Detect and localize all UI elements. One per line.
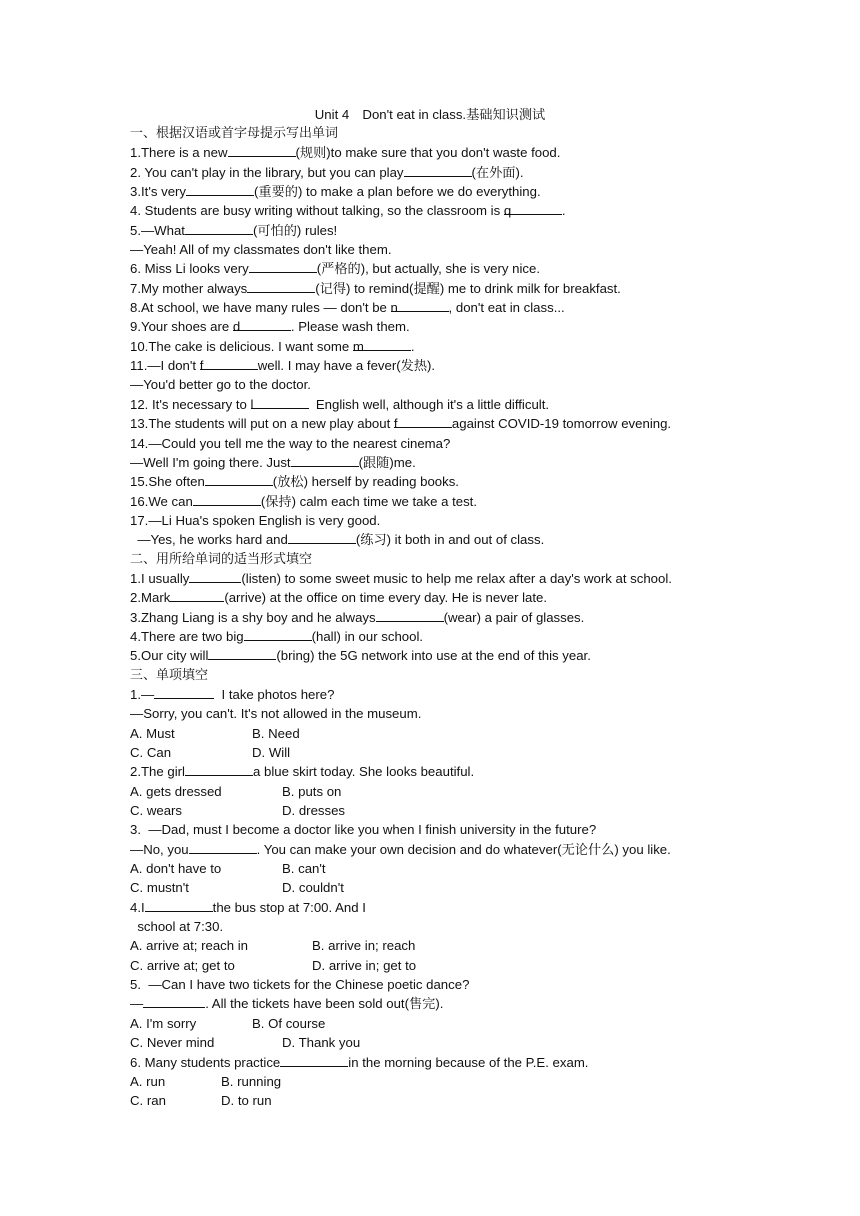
answer-blank[interactable] xyxy=(208,646,276,660)
item-text: , don't eat in class... xyxy=(448,300,565,316)
item-text: 8.At school, we have many rules — don't be xyxy=(130,300,391,316)
item-text: —Yeah! All of my classmates don't like them. xyxy=(130,242,392,258)
option-c[interactable]: C. Can xyxy=(130,745,172,760)
question-4-options-cd xyxy=(130,956,830,975)
worksheet-content xyxy=(130,124,830,1111)
answer-blank[interactable] xyxy=(244,627,312,641)
item-text: 4. Students are busy writing without talking, so the classroom is xyxy=(130,203,504,219)
option-c[interactable]: C. arrive at; get to xyxy=(130,957,235,973)
item-text: 6. Miss Li looks very xyxy=(130,261,249,277)
option-d[interactable]: D. dresses xyxy=(282,803,346,819)
section-1-line xyxy=(130,434,830,453)
question-4-stem xyxy=(130,898,830,917)
option-c[interactable]: C. ran xyxy=(130,1093,166,1109)
question-5-options-cd xyxy=(130,1033,830,1052)
item-text: (bring) the 5G network into use at the end of this year. xyxy=(276,648,591,664)
item-text: (放松) herself by reading books. xyxy=(272,474,459,490)
option-d[interactable]: D. couldn't xyxy=(282,880,344,896)
question-stem-text: 1.— xyxy=(130,686,155,702)
option-a[interactable]: A. gets dressed xyxy=(130,783,222,799)
section-1-line xyxy=(130,395,830,414)
item-text: 3.Zhang Liang is a shy boy and he always xyxy=(130,609,376,625)
answer-blank[interactable] xyxy=(143,994,205,1008)
item-text: (规则)to make sure that you don't waste food. xyxy=(295,145,561,161)
question-1-options-ab xyxy=(130,724,830,743)
item-text: (严格的), but actually, she is very nice. xyxy=(316,261,541,277)
item-text: . xyxy=(561,203,566,219)
item-text: 12. It's necessary to xyxy=(130,396,251,412)
item-text: (保持) calm each time we take a test. xyxy=(260,493,478,509)
answer-blank[interactable] xyxy=(352,337,411,354)
answer-blank[interactable] xyxy=(199,356,258,374)
question-6-stem xyxy=(130,1053,830,1072)
question-6-options-ab xyxy=(130,1072,830,1091)
question-stem-text: I take photos here? xyxy=(214,686,335,702)
answer-blank[interactable] xyxy=(186,182,254,196)
first-letter-hint: l xyxy=(250,396,254,412)
answer-blank[interactable] xyxy=(280,1053,348,1067)
option-b[interactable]: B. arrive in; reach xyxy=(312,938,416,954)
question-stem-text: in the morning because of the P.E. exam. xyxy=(348,1054,589,1070)
section-2-items xyxy=(130,569,830,666)
section-1-line xyxy=(130,279,830,298)
item-text: 4.There are two big xyxy=(130,628,244,644)
question-2-stem xyxy=(130,762,830,781)
section-1-line xyxy=(130,182,830,201)
item-text: against COVID-19 tomorrow evening. xyxy=(451,416,672,432)
section-1-line xyxy=(130,337,830,356)
question-3-stem: 3. —Dad, must I become a doctor like you when I finish university in the future? xyxy=(130,822,597,838)
first-letter-hint: m xyxy=(352,338,364,354)
section-1-line xyxy=(130,317,830,336)
section-1-line xyxy=(130,414,830,433)
item-text: 5.Our city will xyxy=(130,648,209,664)
section-1-heading: 一、根据汉语或首字母提示写出单词 xyxy=(130,126,339,141)
item-text: —You'd better go to the doctor. xyxy=(130,377,311,393)
first-letter-hint: f xyxy=(199,358,204,374)
option-c[interactable]: C. wears xyxy=(130,803,183,819)
question-1-options-cd xyxy=(130,743,830,762)
item-text: 11.—I don't xyxy=(130,358,200,374)
item-text: (在外面). xyxy=(471,164,524,180)
section-1-line xyxy=(130,472,830,491)
answer-blank[interactable] xyxy=(154,685,214,699)
answer-blank[interactable] xyxy=(393,414,452,432)
section-1-items xyxy=(130,143,830,549)
question-1-stem xyxy=(130,685,830,704)
section-1-line xyxy=(130,259,830,278)
item-text: 10.The cake is delicious. I want some xyxy=(130,338,353,354)
section-1-line xyxy=(130,453,830,472)
answer-blank[interactable] xyxy=(250,395,309,412)
option-a[interactable]: A. Must xyxy=(130,725,175,741)
answer-blank[interactable] xyxy=(170,588,224,602)
first-letter-hint: n xyxy=(390,300,398,316)
page-title: Unit 4 Don't eat in class.基础知识测试 xyxy=(314,107,546,122)
question-2-options-ab xyxy=(130,782,830,801)
question-stem-text: 4.I xyxy=(130,899,145,915)
answer-blank[interactable] xyxy=(503,201,562,219)
item-text: (重要的) to make a plan before we do everything. xyxy=(254,184,541,200)
item-text: 13.The students will put on a new play about xyxy=(130,416,394,432)
item-text: English well, although it's a little difficult. xyxy=(308,396,550,412)
item-text: 15.She often xyxy=(130,474,205,490)
option-a[interactable]: A. arrive at; reach in xyxy=(130,938,249,954)
section-1-line xyxy=(130,221,830,240)
answer-blank[interactable] xyxy=(189,840,257,854)
answer-blank[interactable] xyxy=(291,453,359,467)
item-text: —Yes, he works hard and xyxy=(130,532,288,548)
section-1-line xyxy=(130,298,830,317)
section-2-line xyxy=(130,569,830,588)
section-1-line xyxy=(130,163,830,182)
section-1-line xyxy=(130,530,830,549)
answer-blank[interactable] xyxy=(247,279,315,293)
item-text: 5.—What xyxy=(130,222,185,238)
answer-blank[interactable] xyxy=(185,762,253,776)
question-5-reply xyxy=(130,994,830,1013)
section-2-line xyxy=(130,646,830,665)
question-stem-text: 6. Many students practice xyxy=(130,1054,281,1070)
item-text: 2. You can't play in the library, but you can play xyxy=(130,164,404,180)
item-text: (练习) it both in and out of class. xyxy=(355,532,545,548)
section-3-heading: 三、单项填空 xyxy=(130,667,209,683)
question-stem-text: — xyxy=(130,996,144,1012)
section-2-heading: 二、用所给单词的适当形式填空 xyxy=(130,551,313,567)
answer-blank[interactable] xyxy=(145,898,213,912)
section-1-line xyxy=(130,511,830,530)
answer-blank[interactable] xyxy=(249,259,317,273)
item-text: (wear) a pair of glasses. xyxy=(443,609,585,625)
item-text: 9.Your shoes are xyxy=(130,319,233,335)
item-text: (listen) to some sweet music to help me relax after a day's work at school. xyxy=(241,570,672,586)
answer-blank[interactable] xyxy=(376,608,444,622)
question-3-options-ab xyxy=(130,859,830,878)
question-5-stem: 5. —Can I have two tickets for the Chinese poetic dance? xyxy=(130,977,470,993)
question-stem-text: the bus stop at 7:00. And I xyxy=(212,899,366,915)
option-a[interactable]: A. don't have to xyxy=(130,861,222,877)
item-text: 7.My mother always xyxy=(130,280,248,296)
option-a[interactable]: A. I'm sorry xyxy=(130,1015,197,1031)
question-2-options-cd xyxy=(130,801,830,820)
question-stem-text: —No, you xyxy=(130,841,189,857)
item-text: —Well I'm going there. Just xyxy=(130,454,291,470)
item-text: 17.—Li Hua's spoken English is very good. xyxy=(130,512,381,528)
question-stem-text: . All the tickets have been sold out(售完). xyxy=(205,996,444,1012)
answer-blank[interactable] xyxy=(193,492,261,506)
answer-blank[interactable] xyxy=(288,530,356,544)
first-letter-hint: q xyxy=(503,203,512,219)
question-stem-text: . You can make your own decision and do whatever(无论什么) you like. xyxy=(256,841,671,857)
item-text: 1.There is a new xyxy=(130,145,228,161)
option-d[interactable]: D. to run xyxy=(221,1093,272,1109)
option-d[interactable]: D. arrive in; get to xyxy=(312,957,417,973)
section-2-line xyxy=(130,588,830,607)
answer-blank[interactable] xyxy=(185,221,253,235)
option-c[interactable]: C. mustn't xyxy=(130,880,189,896)
option-b[interactable]: B. puts on xyxy=(282,783,342,799)
question-stem-text: 2.The girl xyxy=(130,764,185,780)
answer-blank[interactable] xyxy=(189,569,241,583)
answer-blank[interactable] xyxy=(404,163,472,177)
option-b[interactable]: B. can't xyxy=(282,861,326,877)
item-text: 1.I usually xyxy=(130,570,190,586)
item-text: 2.Mark xyxy=(130,590,171,606)
section-1-line xyxy=(130,375,830,394)
item-text: 14.—Could you tell me the way to the nearest cinema? xyxy=(130,435,451,451)
question-4-options-ab xyxy=(130,936,830,955)
item-text: (可怕的) rules! xyxy=(252,222,338,238)
section-2-line xyxy=(130,627,830,646)
question-6-options-cd xyxy=(130,1091,830,1110)
section-1-line xyxy=(130,240,830,259)
answer-blank[interactable] xyxy=(232,317,291,335)
answer-blank[interactable] xyxy=(228,143,296,157)
item-text: . xyxy=(410,338,415,354)
first-letter-hint: d xyxy=(232,319,241,335)
section-1-line xyxy=(130,492,830,511)
answer-blank[interactable] xyxy=(390,298,449,316)
item-text: (arrive) at the office on time every day. He is never late. xyxy=(224,590,548,606)
option-c[interactable]: C. Never mind xyxy=(130,1035,215,1051)
section-1-line xyxy=(130,356,830,375)
item-text: (hall) in our school. xyxy=(311,628,424,644)
option-b[interactable]: B. running xyxy=(221,1073,282,1089)
section-2-line xyxy=(130,608,830,627)
question-3-reply xyxy=(130,840,830,859)
question-3-options-cd xyxy=(130,878,830,897)
item-text: . Please wash them. xyxy=(290,319,410,335)
question-1-reply: —Sorry, you can't. It's not allowed in the museum. xyxy=(130,706,422,722)
item-text: (记得) to remind(提醒) me to drink milk for breakfast. xyxy=(315,280,621,296)
item-text: 3.It's very xyxy=(130,184,187,200)
option-b[interactable]: B. Of course xyxy=(252,1015,326,1031)
first-letter-hint: f xyxy=(393,416,398,432)
item-text: 16.We can xyxy=(130,493,193,509)
section-1-line xyxy=(130,143,830,162)
item-text: (跟随)me. xyxy=(358,454,416,470)
option-b[interactable]: B. Need xyxy=(252,725,300,741)
option-d[interactable]: D. Will xyxy=(252,745,291,760)
section-1-line xyxy=(130,201,830,220)
question-5-options-ab xyxy=(130,1014,830,1033)
option-d[interactable]: D. Thank you xyxy=(282,1035,361,1051)
question-stem-text: a blue skirt today. She looks beautiful. xyxy=(252,764,475,780)
question-4-stem-line2: school at 7:30. xyxy=(130,919,224,935)
answer-blank[interactable] xyxy=(205,472,273,486)
item-text: well. I may have a fever(发热). xyxy=(257,358,436,374)
option-a[interactable]: A. run xyxy=(130,1073,166,1089)
